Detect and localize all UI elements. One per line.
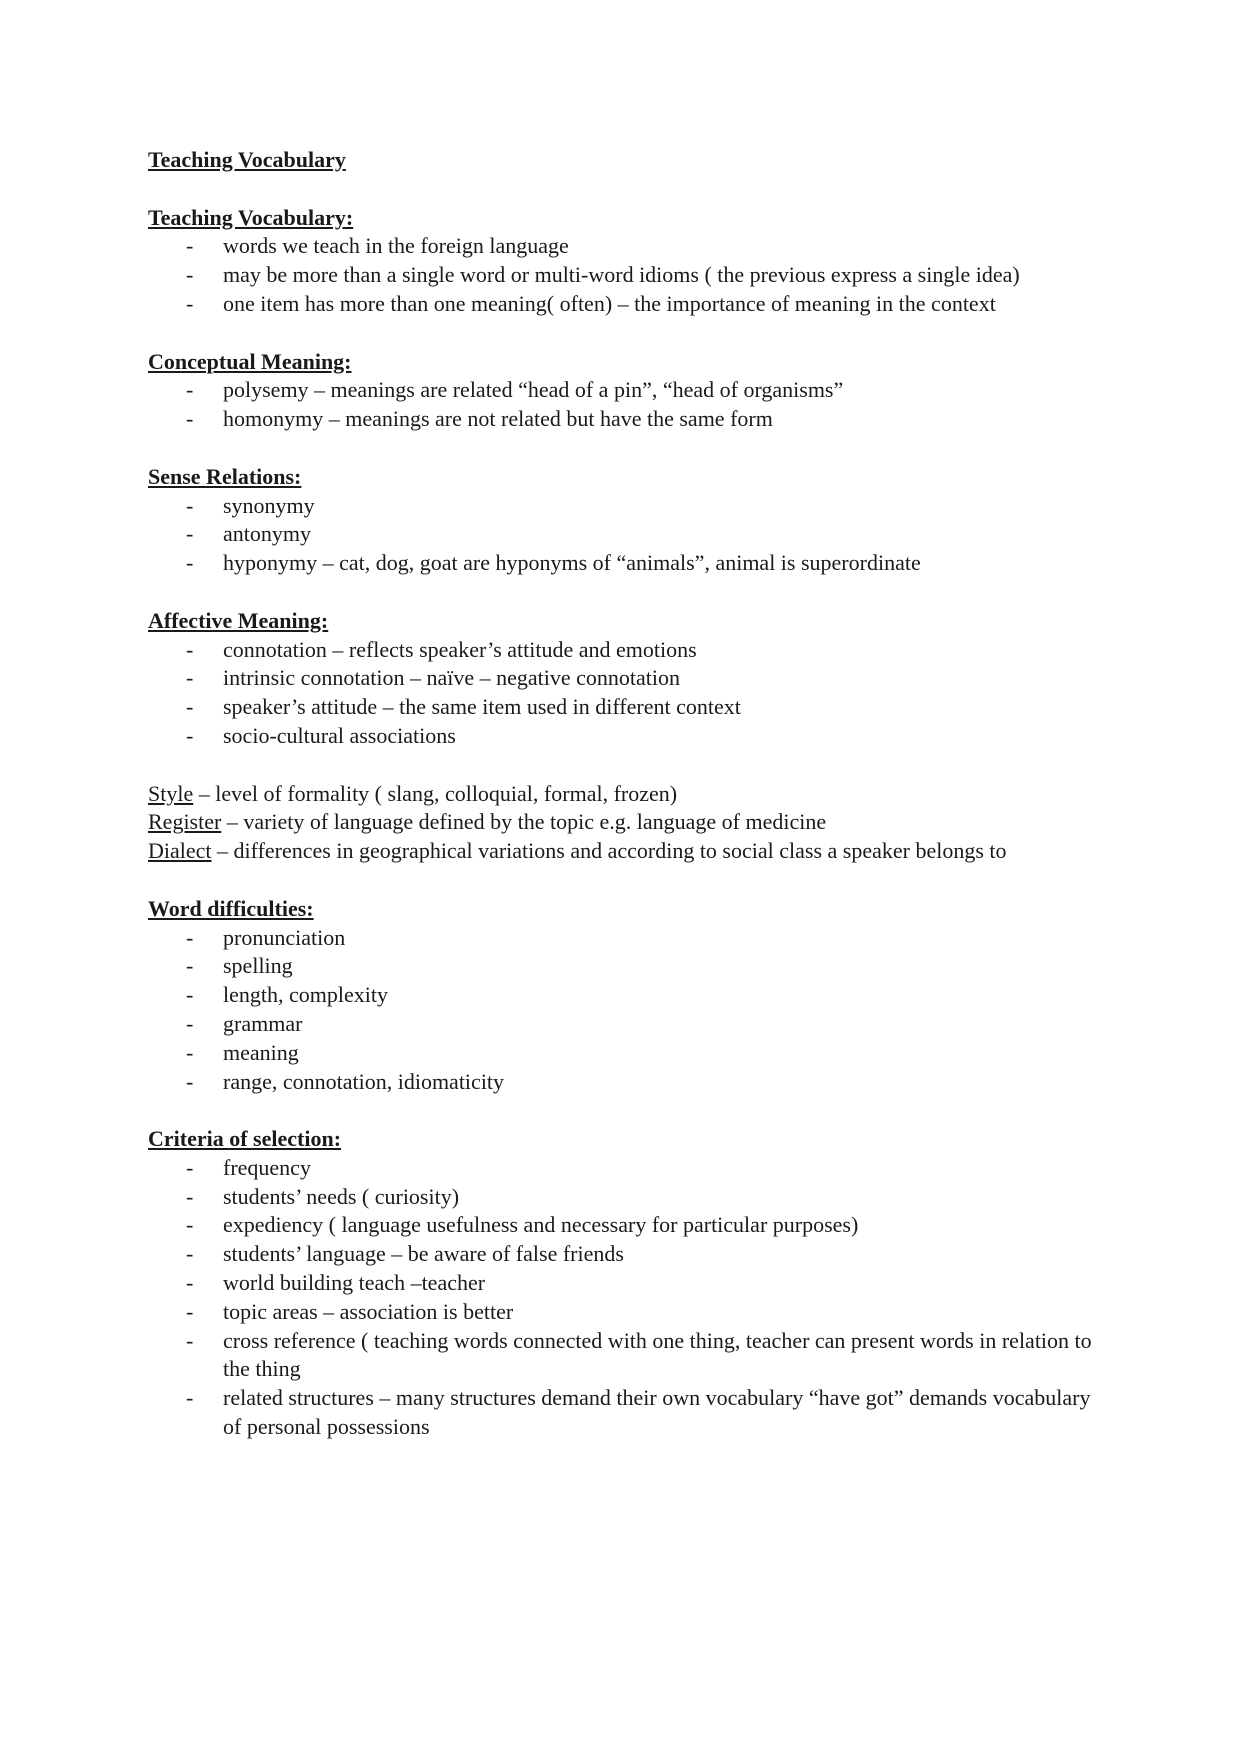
dash-bullet: - [186,521,194,547]
section-heading-affective-meaning: Affective Meaning: [148,607,329,633]
list-item: - intrinsic connotation – naïve – negative connotation [148,664,1108,693]
list-word-difficulties [148,924,1108,1097]
dash-bullet: - [186,1183,194,1209]
list-teaching-vocabulary [148,232,1108,318]
dash-bullet: - [186,1298,194,1324]
term-definition-dialect: Dialect – differences in geographical variations and according to social class a speaker belongs to [148,838,1007,864]
dash-bullet: - [186,1270,194,1296]
list-item: - students’ language – be aware of false friends [148,1240,1108,1269]
dash-bullet: - [186,1039,194,1065]
list-item: - grammar [148,1010,1108,1039]
list-item: - frequency [148,1154,1108,1183]
section-heading-criteria-of-selection: Criteria of selection: [148,1126,342,1152]
dash-bullet: - [186,1385,194,1411]
list-item: - connotation – reflects speaker’s attitude and emotions [148,636,1108,665]
list-item: - topic areas – association is better [148,1298,1108,1327]
term-definitions [148,780,1108,866]
dash-bullet: - [186,982,194,1008]
list-item: - related structures – many structures demand their own vocabulary “have got” demands vocabulary of personal possessions [186,1385,1091,1440]
term-style: Style [148,780,194,806]
list-item: - polysemy – meanings are related “head of a pin”, “head of organisms” [148,376,1108,405]
dash-bullet: - [186,722,194,748]
list-item: - expediency ( language usefulness and necessary for particular purposes) [148,1211,1108,1240]
list-item: - length, complexity [148,981,1108,1010]
list-item: - range, connotation, idiomaticity [148,1068,1108,1097]
list-item: - pronunciation [148,924,1108,953]
dash-bullet: - [186,1068,194,1094]
dash-bullet: - [186,924,194,950]
dash-bullet: - [186,262,194,288]
dash-bullet: - [186,1212,194,1238]
list-item: - world building teach –teacher [148,1269,1108,1298]
list-item: - cross reference ( teaching words connected with one thing, teacher can present words in relation to the thing [186,1327,1092,1382]
dash-bullet: - [186,1010,194,1036]
dash-bullet: - [186,377,194,403]
list-item: - words we teach in the foreign language [148,232,1108,261]
list-item: - hyponymy – cat, dog, goat are hyponyms of “animals”, animal is superordinate [148,549,1108,578]
list-item: - antonymy [148,520,1108,549]
dash-bullet: - [186,694,194,720]
list-item: - homonymy – meanings are not related but have the same form [148,405,1108,434]
section-heading-teaching-vocabulary: Teaching Vocabulary: [148,204,354,230]
list-item: - speaker’s attitude – the same item used in different context [148,693,1108,722]
list-sense-relations [148,492,1108,578]
list-item: - socio-cultural associations [148,722,1108,751]
list-item: - synonymy [148,492,1108,521]
dash-bullet: - [186,550,194,576]
dash-bullet: - [186,233,194,259]
dash-bullet: - [186,290,194,316]
list-affective-meaning [148,636,1108,751]
list-criteria-of-selection [148,1154,1108,1442]
term-dialect: Dialect [148,838,212,864]
term-register: Register [148,809,222,835]
section-heading-word-difficulties: Word difficulties: [148,895,314,921]
dash-bullet: - [186,1241,194,1267]
list-item: - spelling [148,952,1108,981]
dash-bullet: - [186,492,194,518]
document-page [148,146,1108,1471]
list-item: - students’ needs ( curiosity) [148,1183,1108,1212]
dash-bullet: - [186,636,194,662]
list-item: - one item has more than one meaning( often) – the importance of meaning in the context [148,290,1108,319]
dash-bullet: - [186,1327,194,1353]
term-definition-style: Style – level of formality ( slang, colloquial, formal, frozen) [148,780,678,806]
list-item: - may be more than a single word or multi-word idioms ( the previous express a single idea) [148,261,1108,290]
dash-bullet: - [186,406,194,432]
document-title: Teaching Vocabulary [148,147,346,172]
list-item: - meaning [148,1039,1108,1068]
section-heading-sense-relations: Sense Relations: [148,463,302,489]
list-conceptual-meaning [148,376,1108,434]
dash-bullet: - [186,953,194,979]
term-definition-register: Register – variety of language defined by the topic e.g. language of medicine [148,809,827,835]
dash-bullet: - [186,665,194,691]
dash-bullet: - [186,1154,194,1180]
section-heading-conceptual-meaning: Conceptual Meaning: [148,348,352,374]
